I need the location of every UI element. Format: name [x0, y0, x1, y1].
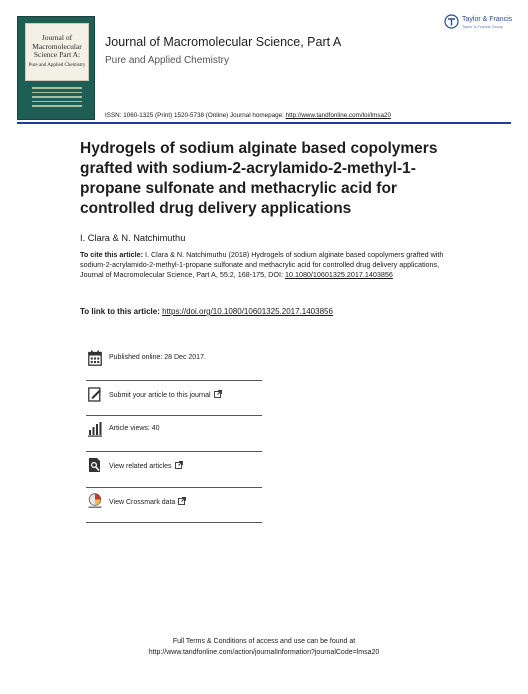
related-articles-link[interactable]	[109, 461, 183, 470]
published-online-text: Published online: 28 Dec 2017.	[109, 354, 206, 361]
issn-line	[105, 112, 391, 119]
citation-text: I. Clara & N. Natchimuthu (2018) Hydrogels of sodium alginate based copolymers grafted with sodium-2-acrylamido-2-methyl-1-propane sulfonate and methacrylic acid for controlled drug delivery applications, Journal of Macromolecular Science, Part A, 55:2, 168-175, DOI:	[80, 250, 444, 279]
article-authors: I. Clara & N. Natchimuthu	[80, 233, 186, 243]
journal-subtitle: Pure and Applied Chemistry	[105, 55, 229, 66]
calendar-icon	[88, 350, 102, 366]
article-views-row	[86, 413, 262, 449]
citation-block	[80, 250, 450, 280]
publisher-logo-icon	[444, 14, 459, 29]
footer-terms-link[interactable]: http://www.tandfonline.com/action/journalInformation?journalCode=lmsa20	[148, 649, 380, 656]
crossmark-link[interactable]	[109, 497, 186, 506]
edit-document-icon	[88, 386, 102, 402]
issn-text: ISSN: 1060-1325 (Print) 1520-5738 (Online) Journal homepage:	[105, 112, 286, 119]
journal-cover-image	[17, 16, 95, 120]
article-doi-link[interactable]: https://doi.org/10.1080/10601325.2017.1403856	[162, 307, 333, 316]
article-link-line	[80, 307, 333, 316]
citation-doi-link[interactable]: 10.1080/10601325.2017.1403856	[284, 270, 393, 279]
related-articles-row[interactable]	[86, 449, 262, 485]
external-link-icon	[175, 461, 183, 469]
crossmark-icon	[88, 493, 102, 509]
header-divider	[17, 122, 511, 124]
citation-label: To cite this article:	[80, 250, 143, 259]
bar-chart-icon	[88, 421, 102, 437]
journal-homepage-link[interactable]: http://www.tandfonline.com/loi/lmsa20	[285, 112, 391, 119]
cover-subtitle: Pure and Applied Chemistry	[28, 62, 86, 68]
cover-decoration	[32, 87, 82, 110]
article-views-text: Article views: 40	[109, 425, 160, 432]
publisher-logo	[444, 14, 518, 32]
footer	[0, 636, 528, 658]
external-link-icon	[178, 497, 186, 505]
journal-title: Journal of Macromolecular Science, Part A	[105, 35, 342, 49]
cover-journal-name: Journal of Macromolecular Science Part A:	[32, 33, 82, 59]
article-link-label: To link to this article:	[80, 307, 163, 316]
crossmark-label: View Crossmark data	[109, 499, 176, 506]
publisher-group: Taylor & Francis Group	[462, 24, 503, 29]
submit-article-link[interactable]	[109, 390, 222, 399]
submit-article-label: Submit your article to this journal	[109, 392, 211, 399]
search-document-icon	[88, 457, 102, 473]
crossmark-row[interactable]	[86, 485, 262, 521]
submit-article-row[interactable]	[86, 378, 262, 414]
external-link-icon	[214, 390, 222, 398]
cover-title-panel	[25, 23, 89, 81]
footer-terms-text: Full Terms & Conditions of access and use can be found at	[172, 638, 356, 645]
article-title: Hydrogels of sodium alginate based copolymers grafted with sodium-2-acrylamido-2-methyl-1-propane sulfonate and methacrylic acid for controlled drug delivery applications	[80, 140, 438, 217]
publisher-name: Taylor & Francis	[462, 16, 513, 23]
published-online-row	[86, 342, 262, 378]
related-articles-label: View related articles	[109, 463, 172, 470]
info-divider	[86, 522, 262, 523]
